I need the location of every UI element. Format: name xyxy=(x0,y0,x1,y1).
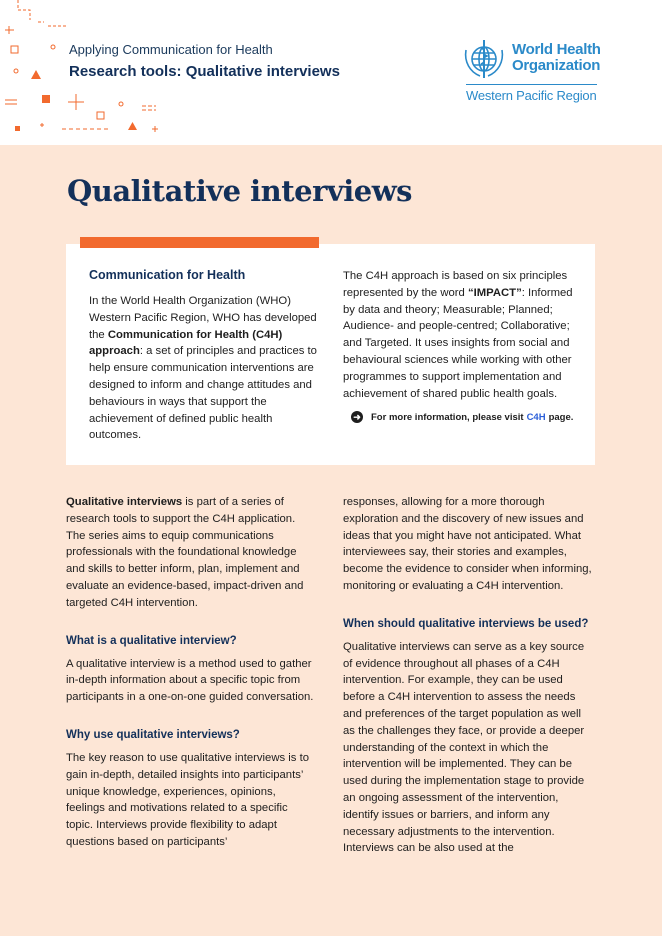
logo-divider xyxy=(466,84,597,85)
who-logo xyxy=(460,38,600,108)
intro-paragraph: Qualitative interviews is part of a series of research tools to support the C4H application. The series aims to equip communications professionals with the foundational knowledge and skills to better inform, plan, implement and evaluate an evidence-based, impact-driven and targeted C4H intervention. xyxy=(66,496,304,609)
info-box-left-column xyxy=(89,268,319,444)
page-title: Qualitative interviews xyxy=(67,174,413,208)
who-emblem-icon xyxy=(460,38,508,80)
document-subtitle: Research tools: Qualitative interviews xyxy=(69,63,340,80)
what-heading: What is a qualitative interview? xyxy=(66,634,237,647)
when-paragraph: Qualitative interviews can serve as a key source of evidence throughout all phases of a C4H intervention. For example, they can be used before a C4H intervention to assess the needs and preferences of the target population as well as the challenges they face, or provide a deeper understanding of the context in which the intervention will be implemented. They can be used during the implementation stage to provide an ongoing assessment of the intervention, identify issues or barriers, and inform any necessary adjustments to the intervention. Interviews can be also used at the xyxy=(343,640,585,855)
info-box-heading: Communication for Health xyxy=(89,268,246,282)
why-paragraph: The key reason to use qualitative interviews is to gain in-depth, detailed insights into participants’ unique knowledge, experiences, opinions, feelings and motivations related to a specific topic. Interviews provide flexibility to adapt questions based on participants’ xyxy=(66,751,310,848)
what-paragraph: A qualitative interview is a method used to gather in-depth information about a specific topic from participants in a one-on-one guided conversation. xyxy=(66,657,314,704)
info-box-right-column xyxy=(343,268,575,423)
c4h-info-box xyxy=(66,244,595,465)
who-name: World Health Organization xyxy=(512,41,601,74)
more-info-link: ➜ For more information, please visit C4H page. xyxy=(343,411,575,423)
orange-accent-bar xyxy=(80,237,319,248)
when-heading: When should qualitative interviews be used? xyxy=(343,617,589,630)
arrow-right-circle-icon: ➜ xyxy=(351,411,363,423)
page-header xyxy=(0,0,662,145)
info-box-right-text: The C4H approach is based on six principles represented by the word “IMPACT”: Informed by data and theory; Measurable; Planned; Audience- and people-centred; Collaborative; and Targeted. It uses insights from social and behavioural sciences while working with other programmes to support implementation and achievement of shared public health goals. xyxy=(343,270,573,400)
who-region: Western Pacific Region xyxy=(466,88,597,103)
why-heading: Why use qualitative interviews? xyxy=(66,728,240,741)
series-title: Applying Communication for Health xyxy=(69,42,273,57)
body-right-column xyxy=(343,494,593,857)
c4h-page-link[interactable]: C4H xyxy=(526,411,546,423)
info-box-left-text: In the World Health Organization (WHO) Western Pacific Region, WHO has developed the Communication for Health (C4H) approach: a set of principles and practices to help ensure communication interventions are designed to inform and change attitudes and behaviours in ways that support the achievement of defined public health outcomes. xyxy=(89,295,317,442)
body-left-column xyxy=(66,494,316,851)
continued-paragraph: responses, allowing for a more thorough exploration and the discovery of new issues and ideas that you might have not anticipated. What interviewees say, their stories and examples, become the evidence to consider when informing, monitoring or evaluating a C4H intervention. xyxy=(343,496,592,592)
